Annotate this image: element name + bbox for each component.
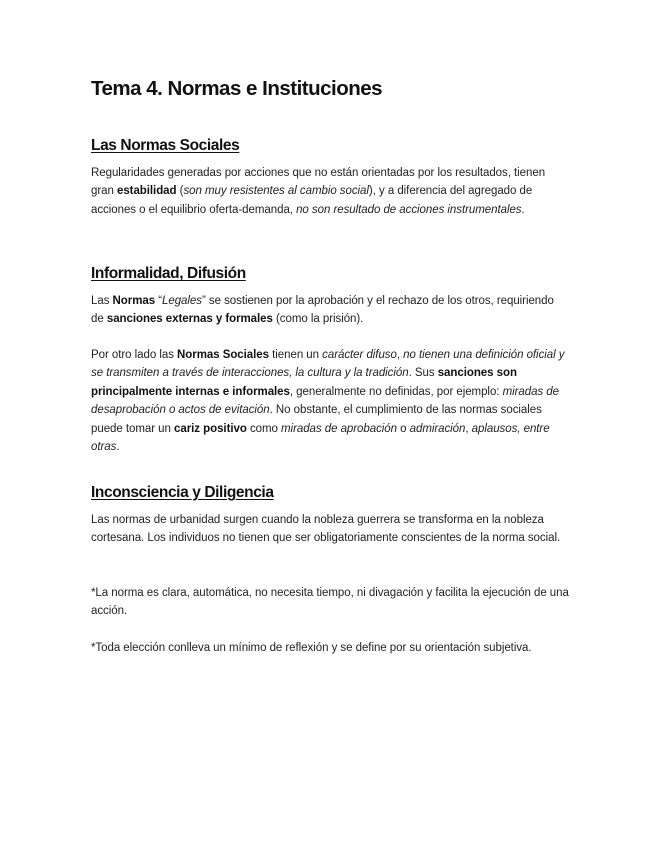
- text-run: ” se sostienen por la aprobación y el rechazo de los otros, requiriendo de: [91, 295, 554, 326]
- text-run: Las: [91, 295, 113, 307]
- bold-text: cariz positivo: [174, 422, 247, 435]
- section-heading-informalidad: Informalidad, Difusión: [91, 265, 246, 282]
- italic-text: no tienen una definición oficial y se transmiten a través de interacciones, la cultura y la tradición: [91, 349, 565, 380]
- paragraph-urbanidad: [91, 511, 569, 548]
- text-run: . Sus: [408, 367, 438, 380]
- text-run: como: [246, 422, 282, 435]
- text-run: “: [155, 295, 163, 307]
- text-run: , generalmente no definidas, por ejemplo:: [289, 385, 503, 398]
- italic-text: miradas de desaprobación o actos de evitación: [91, 385, 559, 417]
- bold-text: Normas Sociales: [177, 349, 269, 361]
- text-run: ,: [465, 422, 472, 435]
- text-run: .: [521, 203, 525, 216]
- text-run: Las normas de urbanidad surgen cuando la nobleza guerrera se transforma en la nobleza cortesana. Los individuos no tienen que ser obligatoriamente conscientes de la norma social.: [91, 514, 561, 545]
- bold-text: estabilidad: [116, 185, 177, 198]
- text-run: . No obstante, el cumplimiento de las normas sociales puede tomar un: [91, 404, 542, 435]
- italic-text: son muy resistentes al cambio social: [183, 185, 369, 198]
- bold-text: sanciones externas y formales: [106, 313, 273, 326]
- paragraph-eleccion: [91, 639, 569, 657]
- section-heading-normas-sociales: Las Normas Sociales: [91, 137, 240, 154]
- paragraph-normas-sociales-difuso: [91, 346, 569, 456]
- text-run: *Toda elección conlleva un mínimo de reflexión y se define por su orientación subjetiva.: [91, 642, 532, 654]
- text-run: Regularidades generadas por acciones que no están orientadas por los resultados, tienen gran: [91, 167, 546, 198]
- text-run: .: [116, 441, 120, 454]
- text-run: *La norma es clara, automática, no necesita tiempo, ni divagación y facilita la ejecución de una acción.: [91, 587, 569, 618]
- text-run: Por otro lado las: [91, 349, 178, 361]
- paragraph-norma-clara: [91, 584, 569, 621]
- text-run: (como la prisión).: [272, 313, 364, 326]
- italic-text: admiración: [409, 422, 466, 435]
- bold-text: sanciones son principalmente internas e informales: [91, 367, 517, 398]
- paragraph-normas-legales: [91, 292, 569, 329]
- document-title: Tema 4. Normas e Instituciones: [91, 77, 383, 100]
- text-run: ), y a diferencia del agregado de acciones o el equilibrio oferta-demanda,: [91, 185, 533, 216]
- italic-text: carácter difuso: [322, 349, 397, 361]
- text-run: o: [396, 422, 410, 435]
- section-heading-inconsciencia: Inconsciencia y Diligencia: [91, 484, 274, 501]
- text-run: ,: [396, 349, 404, 361]
- italic-text: miradas de aprobación: [281, 422, 397, 435]
- bold-text: Normas: [112, 295, 156, 307]
- italic-text: aplausos, entre otras: [91, 422, 550, 454]
- paragraph-normas-sociales: [91, 164, 569, 219]
- text-run: tienen un: [268, 349, 323, 361]
- italic-text: Legales: [162, 295, 202, 307]
- text-run: (: [176, 185, 184, 198]
- italic-text: no son resultado de acciones instrumentales: [296, 203, 522, 216]
